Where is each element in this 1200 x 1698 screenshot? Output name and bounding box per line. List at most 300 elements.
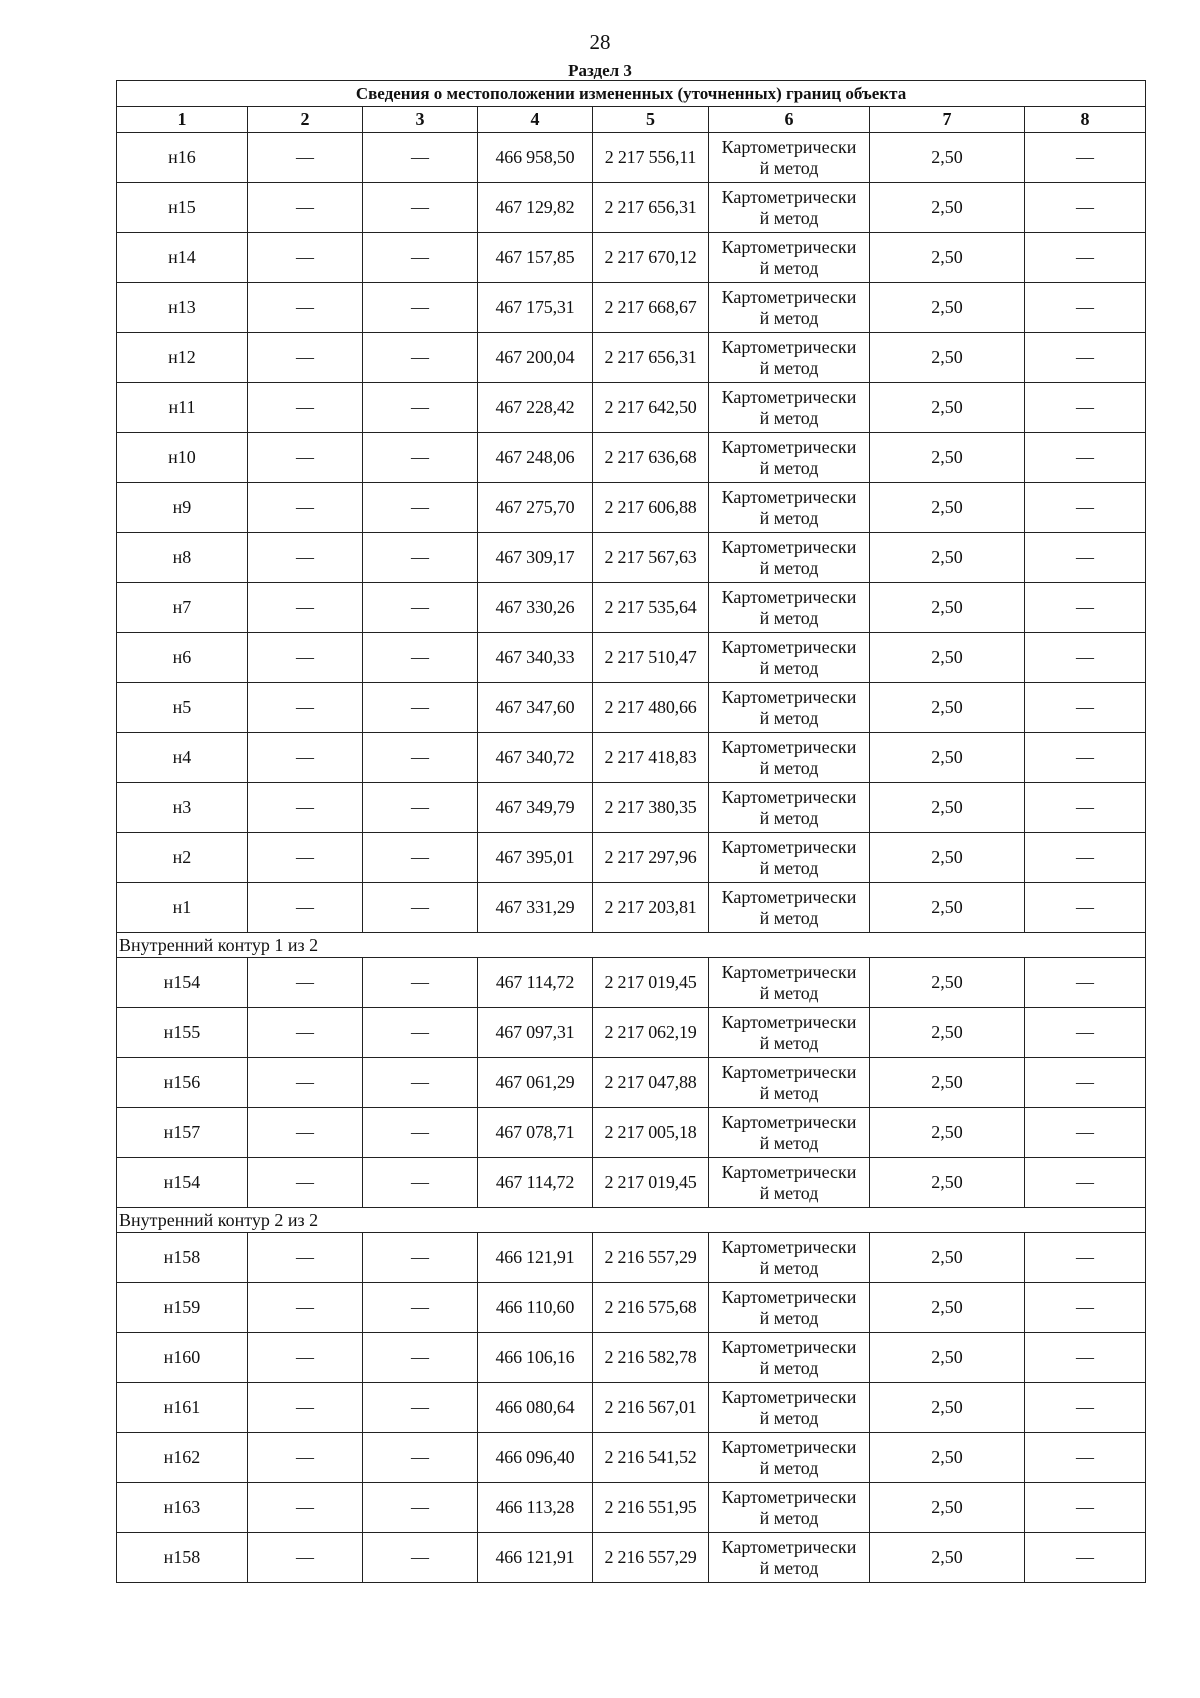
point-cell: н1 bbox=[117, 883, 248, 933]
method-cell bbox=[709, 733, 870, 783]
method-cell bbox=[709, 183, 870, 233]
accuracy-cell: 2,50 bbox=[870, 783, 1025, 833]
method-line-2: й метод bbox=[759, 607, 819, 628]
method-line-2: й метод bbox=[759, 157, 819, 178]
empty-dash-cell: — bbox=[1025, 833, 1146, 883]
point-cell: н6 bbox=[117, 633, 248, 683]
method-line-2: й метод bbox=[759, 1357, 819, 1378]
empty-dash-cell: — bbox=[248, 958, 363, 1008]
method-line-2: й метод bbox=[759, 357, 819, 378]
method-line-1: Картометрически bbox=[721, 536, 857, 557]
method-cell bbox=[709, 383, 870, 433]
method-line-1: Картометрически bbox=[721, 236, 857, 257]
point-cell: н16 bbox=[117, 133, 248, 183]
table-row bbox=[117, 233, 1146, 283]
empty-dash-cell: — bbox=[363, 1333, 478, 1383]
empty-dash-cell: — bbox=[363, 333, 478, 383]
method-cell bbox=[709, 433, 870, 483]
point-cell: н158 bbox=[117, 1533, 248, 1583]
y-coordinate-cell: 2 216 557,29 bbox=[593, 1233, 709, 1283]
method-line-1: Картометрически bbox=[721, 1011, 857, 1032]
y-coordinate-cell: 2 216 567,01 bbox=[593, 1383, 709, 1433]
point-cell: н162 bbox=[117, 1433, 248, 1483]
method-line-1: Картометрически bbox=[721, 386, 857, 407]
x-coordinate-cell: 466 958,50 bbox=[478, 133, 593, 183]
column-number-row bbox=[117, 107, 1146, 133]
empty-dash-cell: — bbox=[248, 1483, 363, 1533]
x-coordinate-cell: 467 347,60 bbox=[478, 683, 593, 733]
method-cell bbox=[709, 833, 870, 883]
contour-row bbox=[117, 933, 1146, 958]
y-coordinate-cell: 2 217 567,63 bbox=[593, 533, 709, 583]
accuracy-cell: 2,50 bbox=[870, 1108, 1025, 1158]
method-line-2: й метод bbox=[759, 907, 819, 928]
empty-dash-cell: — bbox=[1025, 1383, 1146, 1433]
method-line-2: й метод bbox=[759, 507, 819, 528]
method-line-1: Картометрически bbox=[721, 186, 857, 207]
column-number-header: 5 bbox=[593, 107, 709, 133]
y-coordinate-cell: 2 217 005,18 bbox=[593, 1108, 709, 1158]
x-coordinate-cell: 466 080,64 bbox=[478, 1383, 593, 1433]
table-row bbox=[117, 1433, 1146, 1483]
accuracy-cell: 2,50 bbox=[870, 1433, 1025, 1483]
point-cell: н154 bbox=[117, 1158, 248, 1208]
x-coordinate-cell: 466 096,40 bbox=[478, 1433, 593, 1483]
method-cell bbox=[709, 1433, 870, 1483]
table-caption-row bbox=[117, 81, 1146, 107]
point-cell: н13 bbox=[117, 283, 248, 333]
empty-dash-cell: — bbox=[363, 283, 478, 333]
y-coordinate-cell: 2 217 656,31 bbox=[593, 183, 709, 233]
x-coordinate-cell: 467 395,01 bbox=[478, 833, 593, 883]
empty-dash-cell: — bbox=[1025, 233, 1146, 283]
point-cell: н15 bbox=[117, 183, 248, 233]
accuracy-cell: 2,50 bbox=[870, 1383, 1025, 1433]
method-cell bbox=[709, 1233, 870, 1283]
empty-dash-cell: — bbox=[363, 783, 478, 833]
x-coordinate-cell: 466 106,16 bbox=[478, 1333, 593, 1383]
x-coordinate-cell: 467 200,04 bbox=[478, 333, 593, 383]
y-coordinate-cell: 2 217 656,31 bbox=[593, 333, 709, 383]
empty-dash-cell: — bbox=[1025, 433, 1146, 483]
method-line-1: Картометрически bbox=[721, 136, 857, 157]
empty-dash-cell: — bbox=[363, 633, 478, 683]
method-line-2: й метод bbox=[759, 407, 819, 428]
column-number-header: 3 bbox=[363, 107, 478, 133]
y-coordinate-cell: 2 217 480,66 bbox=[593, 683, 709, 733]
method-line-1: Картометрически bbox=[721, 886, 857, 907]
empty-dash-cell: — bbox=[363, 958, 478, 1008]
accuracy-cell: 2,50 bbox=[870, 883, 1025, 933]
empty-dash-cell: — bbox=[363, 1533, 478, 1583]
method-line-2: й метод bbox=[759, 307, 819, 328]
empty-dash-cell: — bbox=[363, 1433, 478, 1483]
method-line-1: Картометрически bbox=[721, 1436, 857, 1457]
empty-dash-cell: — bbox=[1025, 633, 1146, 683]
method-line-2: й метод bbox=[759, 1257, 819, 1278]
table-row bbox=[117, 533, 1146, 583]
empty-dash-cell: — bbox=[248, 1283, 363, 1333]
accuracy-cell: 2,50 bbox=[870, 133, 1025, 183]
point-cell: н161 bbox=[117, 1383, 248, 1433]
empty-dash-cell: — bbox=[363, 483, 478, 533]
method-line-2: й метод bbox=[759, 1557, 819, 1578]
y-coordinate-cell: 2 217 642,50 bbox=[593, 383, 709, 433]
empty-dash-cell: — bbox=[363, 1008, 478, 1058]
column-number-header: 6 bbox=[709, 107, 870, 133]
method-cell bbox=[709, 958, 870, 1008]
method-line-1: Картометрически bbox=[721, 1111, 857, 1132]
contour-row bbox=[117, 1208, 1146, 1233]
empty-dash-cell: — bbox=[248, 1383, 363, 1433]
method-cell bbox=[709, 1533, 870, 1583]
method-line-1: Картометрически bbox=[721, 586, 857, 607]
point-cell: н5 bbox=[117, 683, 248, 733]
accuracy-cell: 2,50 bbox=[870, 1483, 1025, 1533]
point-cell: н3 bbox=[117, 783, 248, 833]
point-cell: н159 bbox=[117, 1283, 248, 1333]
empty-dash-cell: — bbox=[1025, 283, 1146, 333]
table-row bbox=[117, 1233, 1146, 1283]
accuracy-cell: 2,50 bbox=[870, 683, 1025, 733]
empty-dash-cell: — bbox=[248, 483, 363, 533]
method-cell bbox=[709, 1158, 870, 1208]
method-line-1: Картометрически bbox=[721, 1336, 857, 1357]
boundary-coordinates-table bbox=[116, 80, 1146, 1583]
column-number-header: 8 bbox=[1025, 107, 1146, 133]
empty-dash-cell: — bbox=[363, 533, 478, 583]
accuracy-cell: 2,50 bbox=[870, 1008, 1025, 1058]
method-cell bbox=[709, 133, 870, 183]
empty-dash-cell: — bbox=[1025, 883, 1146, 933]
method-line-2: й метод bbox=[759, 1032, 819, 1053]
y-coordinate-cell: 2 217 019,45 bbox=[593, 1158, 709, 1208]
empty-dash-cell: — bbox=[363, 1283, 478, 1333]
method-line-2: й метод bbox=[759, 257, 819, 278]
table-row bbox=[117, 1008, 1146, 1058]
empty-dash-cell: — bbox=[1025, 783, 1146, 833]
accuracy-cell: 2,50 bbox=[870, 1283, 1025, 1333]
method-line-2: й метод bbox=[759, 1182, 819, 1203]
x-coordinate-cell: 467 331,29 bbox=[478, 883, 593, 933]
accuracy-cell: 2,50 bbox=[870, 733, 1025, 783]
accuracy-cell: 2,50 bbox=[870, 183, 1025, 233]
empty-dash-cell: — bbox=[1025, 958, 1146, 1008]
empty-dash-cell: — bbox=[363, 1108, 478, 1158]
accuracy-cell: 2,50 bbox=[870, 533, 1025, 583]
table-row bbox=[117, 1483, 1146, 1533]
empty-dash-cell: — bbox=[363, 433, 478, 483]
table-row bbox=[117, 333, 1146, 383]
table-row bbox=[117, 783, 1146, 833]
empty-dash-cell: — bbox=[1025, 183, 1146, 233]
table-row bbox=[117, 1283, 1146, 1333]
table-row bbox=[117, 183, 1146, 233]
empty-dash-cell: — bbox=[248, 883, 363, 933]
method-cell bbox=[709, 1333, 870, 1383]
empty-dash-cell: — bbox=[248, 1108, 363, 1158]
y-coordinate-cell: 2 216 582,78 bbox=[593, 1333, 709, 1383]
contour-label: Внутренний контур 1 из 2 bbox=[117, 933, 1146, 958]
x-coordinate-cell: 467 114,72 bbox=[478, 958, 593, 1008]
method-line-2: й метод bbox=[759, 707, 819, 728]
point-cell: н154 bbox=[117, 958, 248, 1008]
empty-dash-cell: — bbox=[1025, 1533, 1146, 1583]
x-coordinate-cell: 466 121,91 bbox=[478, 1233, 593, 1283]
empty-dash-cell: — bbox=[248, 1533, 363, 1583]
empty-dash-cell: — bbox=[248, 1058, 363, 1108]
method-line-1: Картометрически bbox=[721, 436, 857, 457]
y-coordinate-cell: 2 217 019,45 bbox=[593, 958, 709, 1008]
y-coordinate-cell: 2 217 535,64 bbox=[593, 583, 709, 633]
empty-dash-cell: — bbox=[1025, 583, 1146, 633]
table-row bbox=[117, 1533, 1146, 1583]
method-cell bbox=[709, 1383, 870, 1433]
table-row bbox=[117, 1108, 1146, 1158]
method-line-1: Картометрически bbox=[721, 1286, 857, 1307]
empty-dash-cell: — bbox=[248, 1433, 363, 1483]
empty-dash-cell: — bbox=[363, 883, 478, 933]
empty-dash-cell: — bbox=[248, 733, 363, 783]
empty-dash-cell: — bbox=[1025, 383, 1146, 433]
empty-dash-cell: — bbox=[1025, 1333, 1146, 1383]
method-line-2: й метод bbox=[759, 757, 819, 778]
method-cell bbox=[709, 233, 870, 283]
empty-dash-cell: — bbox=[248, 183, 363, 233]
empty-dash-cell: — bbox=[363, 1483, 478, 1533]
method-cell bbox=[709, 483, 870, 533]
table-row bbox=[117, 433, 1146, 483]
accuracy-cell: 2,50 bbox=[870, 1233, 1025, 1283]
empty-dash-cell: — bbox=[1025, 1108, 1146, 1158]
y-coordinate-cell: 2 217 418,83 bbox=[593, 733, 709, 783]
method-line-1: Картометрически bbox=[721, 836, 857, 857]
x-coordinate-cell: 467 114,72 bbox=[478, 1158, 593, 1208]
x-coordinate-cell: 466 113,28 bbox=[478, 1483, 593, 1533]
x-coordinate-cell: 467 275,70 bbox=[478, 483, 593, 533]
accuracy-cell: 2,50 bbox=[870, 233, 1025, 283]
point-cell: н157 bbox=[117, 1108, 248, 1158]
method-line-1: Картометрически bbox=[721, 961, 857, 982]
method-cell bbox=[709, 1283, 870, 1333]
column-number-header: 2 bbox=[248, 107, 363, 133]
page-number: 28 bbox=[589, 30, 611, 54]
empty-dash-cell: — bbox=[363, 133, 478, 183]
method-line-1: Картометрически bbox=[721, 1486, 857, 1507]
empty-dash-cell: — bbox=[248, 583, 363, 633]
x-coordinate-cell: 467 349,79 bbox=[478, 783, 593, 833]
empty-dash-cell: — bbox=[1025, 683, 1146, 733]
point-cell: н160 bbox=[117, 1333, 248, 1383]
point-cell: н2 bbox=[117, 833, 248, 883]
empty-dash-cell: — bbox=[248, 783, 363, 833]
point-cell: н163 bbox=[117, 1483, 248, 1533]
point-cell: н156 bbox=[117, 1058, 248, 1108]
method-line-1: Картометрически bbox=[721, 336, 857, 357]
empty-dash-cell: — bbox=[248, 1333, 363, 1383]
method-cell bbox=[709, 1108, 870, 1158]
method-line-1: Картометрически bbox=[721, 1236, 857, 1257]
empty-dash-cell: — bbox=[1025, 1433, 1146, 1483]
y-coordinate-cell: 2 217 556,11 bbox=[593, 133, 709, 183]
empty-dash-cell: — bbox=[1025, 133, 1146, 183]
table-row bbox=[117, 133, 1146, 183]
empty-dash-cell: — bbox=[363, 833, 478, 883]
accuracy-cell: 2,50 bbox=[870, 1158, 1025, 1208]
empty-dash-cell: — bbox=[1025, 733, 1146, 783]
method-line-1: Картометрически bbox=[721, 1386, 857, 1407]
empty-dash-cell: — bbox=[1025, 483, 1146, 533]
x-coordinate-cell: 467 061,29 bbox=[478, 1058, 593, 1108]
x-coordinate-cell: 467 228,42 bbox=[478, 383, 593, 433]
x-coordinate-cell: 467 175,31 bbox=[478, 283, 593, 333]
method-cell bbox=[709, 1483, 870, 1533]
method-cell bbox=[709, 583, 870, 633]
y-coordinate-cell: 2 216 551,95 bbox=[593, 1483, 709, 1533]
y-coordinate-cell: 2 217 062,19 bbox=[593, 1008, 709, 1058]
section-title: Раздел 3 bbox=[568, 61, 632, 80]
x-coordinate-cell: 467 097,31 bbox=[478, 1008, 593, 1058]
x-coordinate-cell: 467 309,17 bbox=[478, 533, 593, 583]
point-cell: н7 bbox=[117, 583, 248, 633]
empty-dash-cell: — bbox=[363, 583, 478, 633]
empty-dash-cell: — bbox=[363, 1383, 478, 1433]
method-line-1: Картометрически bbox=[721, 686, 857, 707]
empty-dash-cell: — bbox=[248, 1008, 363, 1058]
accuracy-cell: 2,50 bbox=[870, 1333, 1025, 1383]
empty-dash-cell: — bbox=[363, 683, 478, 733]
point-cell: н14 bbox=[117, 233, 248, 283]
method-line-2: й метод bbox=[759, 1507, 819, 1528]
x-coordinate-cell: 467 129,82 bbox=[478, 183, 593, 233]
empty-dash-cell: — bbox=[248, 1158, 363, 1208]
method-cell bbox=[709, 533, 870, 583]
y-coordinate-cell: 2 217 670,12 bbox=[593, 233, 709, 283]
method-line-1: Картометрически bbox=[721, 636, 857, 657]
method-line-1: Картометрически bbox=[721, 286, 857, 307]
accuracy-cell: 2,50 bbox=[870, 958, 1025, 1008]
empty-dash-cell: — bbox=[363, 383, 478, 433]
column-number-header: 4 bbox=[478, 107, 593, 133]
empty-dash-cell: — bbox=[1025, 333, 1146, 383]
empty-dash-cell: — bbox=[363, 183, 478, 233]
column-number-header: 1 bbox=[117, 107, 248, 133]
method-cell bbox=[709, 783, 870, 833]
empty-dash-cell: — bbox=[363, 1233, 478, 1283]
column-number-header: 7 bbox=[870, 107, 1025, 133]
table-row bbox=[117, 1333, 1146, 1383]
x-coordinate-cell: 467 157,85 bbox=[478, 233, 593, 283]
method-line-2: й метод bbox=[759, 1457, 819, 1478]
point-cell: н10 bbox=[117, 433, 248, 483]
accuracy-cell: 2,50 bbox=[870, 383, 1025, 433]
method-line-2: й метод bbox=[759, 1082, 819, 1103]
method-line-1: Картометрически bbox=[721, 1536, 857, 1557]
empty-dash-cell: — bbox=[1025, 1233, 1146, 1283]
empty-dash-cell: — bbox=[363, 233, 478, 283]
table-row bbox=[117, 283, 1146, 333]
method-line-1: Картометрически bbox=[721, 786, 857, 807]
y-coordinate-cell: 2 216 557,29 bbox=[593, 1533, 709, 1583]
empty-dash-cell: — bbox=[363, 733, 478, 783]
accuracy-cell: 2,50 bbox=[870, 1533, 1025, 1583]
method-line-2: й метод bbox=[759, 807, 819, 828]
empty-dash-cell: — bbox=[1025, 1008, 1146, 1058]
table-row bbox=[117, 583, 1146, 633]
method-cell bbox=[709, 683, 870, 733]
point-cell: н12 bbox=[117, 333, 248, 383]
y-coordinate-cell: 2 217 380,35 bbox=[593, 783, 709, 833]
empty-dash-cell: — bbox=[248, 1233, 363, 1283]
method-cell bbox=[709, 883, 870, 933]
method-line-2: й метод bbox=[759, 207, 819, 228]
method-line-1: Картометрически bbox=[721, 1061, 857, 1082]
method-line-2: й метод bbox=[759, 982, 819, 1003]
point-cell: н9 bbox=[117, 483, 248, 533]
empty-dash-cell: — bbox=[248, 833, 363, 883]
y-coordinate-cell: 2 217 297,96 bbox=[593, 833, 709, 883]
method-line-1: Картометрически bbox=[721, 1161, 857, 1182]
table-row bbox=[117, 633, 1146, 683]
accuracy-cell: 2,50 bbox=[870, 333, 1025, 383]
table-caption: Сведения о местоположении измененных (уточненных) границ объекта bbox=[117, 81, 1146, 107]
empty-dash-cell: — bbox=[248, 383, 363, 433]
method-cell bbox=[709, 633, 870, 683]
contour-label: Внутренний контур 2 из 2 bbox=[117, 1208, 1146, 1233]
empty-dash-cell: — bbox=[248, 283, 363, 333]
empty-dash-cell: — bbox=[1025, 1058, 1146, 1108]
y-coordinate-cell: 2 217 047,88 bbox=[593, 1058, 709, 1108]
table-row bbox=[117, 1383, 1146, 1433]
point-cell: н4 bbox=[117, 733, 248, 783]
y-coordinate-cell: 2 217 203,81 bbox=[593, 883, 709, 933]
method-cell bbox=[709, 1008, 870, 1058]
empty-dash-cell: — bbox=[1025, 1483, 1146, 1533]
empty-dash-cell: — bbox=[248, 333, 363, 383]
table-row bbox=[117, 383, 1146, 433]
method-line-2: й метод bbox=[759, 557, 819, 578]
empty-dash-cell: — bbox=[248, 633, 363, 683]
y-coordinate-cell: 2 217 606,88 bbox=[593, 483, 709, 533]
method-line-2: й метод bbox=[759, 457, 819, 478]
empty-dash-cell: — bbox=[248, 683, 363, 733]
method-line-2: й метод bbox=[759, 1307, 819, 1328]
empty-dash-cell: — bbox=[1025, 533, 1146, 583]
accuracy-cell: 2,50 bbox=[870, 1058, 1025, 1108]
y-coordinate-cell: 2 217 510,47 bbox=[593, 633, 709, 683]
method-cell bbox=[709, 283, 870, 333]
y-coordinate-cell: 2 217 636,68 bbox=[593, 433, 709, 483]
point-cell: н158 bbox=[117, 1233, 248, 1283]
y-coordinate-cell: 2 216 541,52 bbox=[593, 1433, 709, 1483]
empty-dash-cell: — bbox=[363, 1058, 478, 1108]
table-row bbox=[117, 1158, 1146, 1208]
y-coordinate-cell: 2 217 668,67 bbox=[593, 283, 709, 333]
method-cell bbox=[709, 333, 870, 383]
method-line-2: й метод bbox=[759, 1407, 819, 1428]
method-line-1: Картометрически bbox=[721, 736, 857, 757]
accuracy-cell: 2,50 bbox=[870, 833, 1025, 883]
method-line-2: й метод bbox=[759, 657, 819, 678]
empty-dash-cell: — bbox=[248, 533, 363, 583]
method-cell bbox=[709, 1058, 870, 1108]
x-coordinate-cell: 467 340,72 bbox=[478, 733, 593, 783]
method-line-2: й метод bbox=[759, 857, 819, 878]
x-coordinate-cell: 466 110,60 bbox=[478, 1283, 593, 1333]
accuracy-cell: 2,50 bbox=[870, 283, 1025, 333]
x-coordinate-cell: 467 330,26 bbox=[478, 583, 593, 633]
table-row bbox=[117, 833, 1146, 883]
